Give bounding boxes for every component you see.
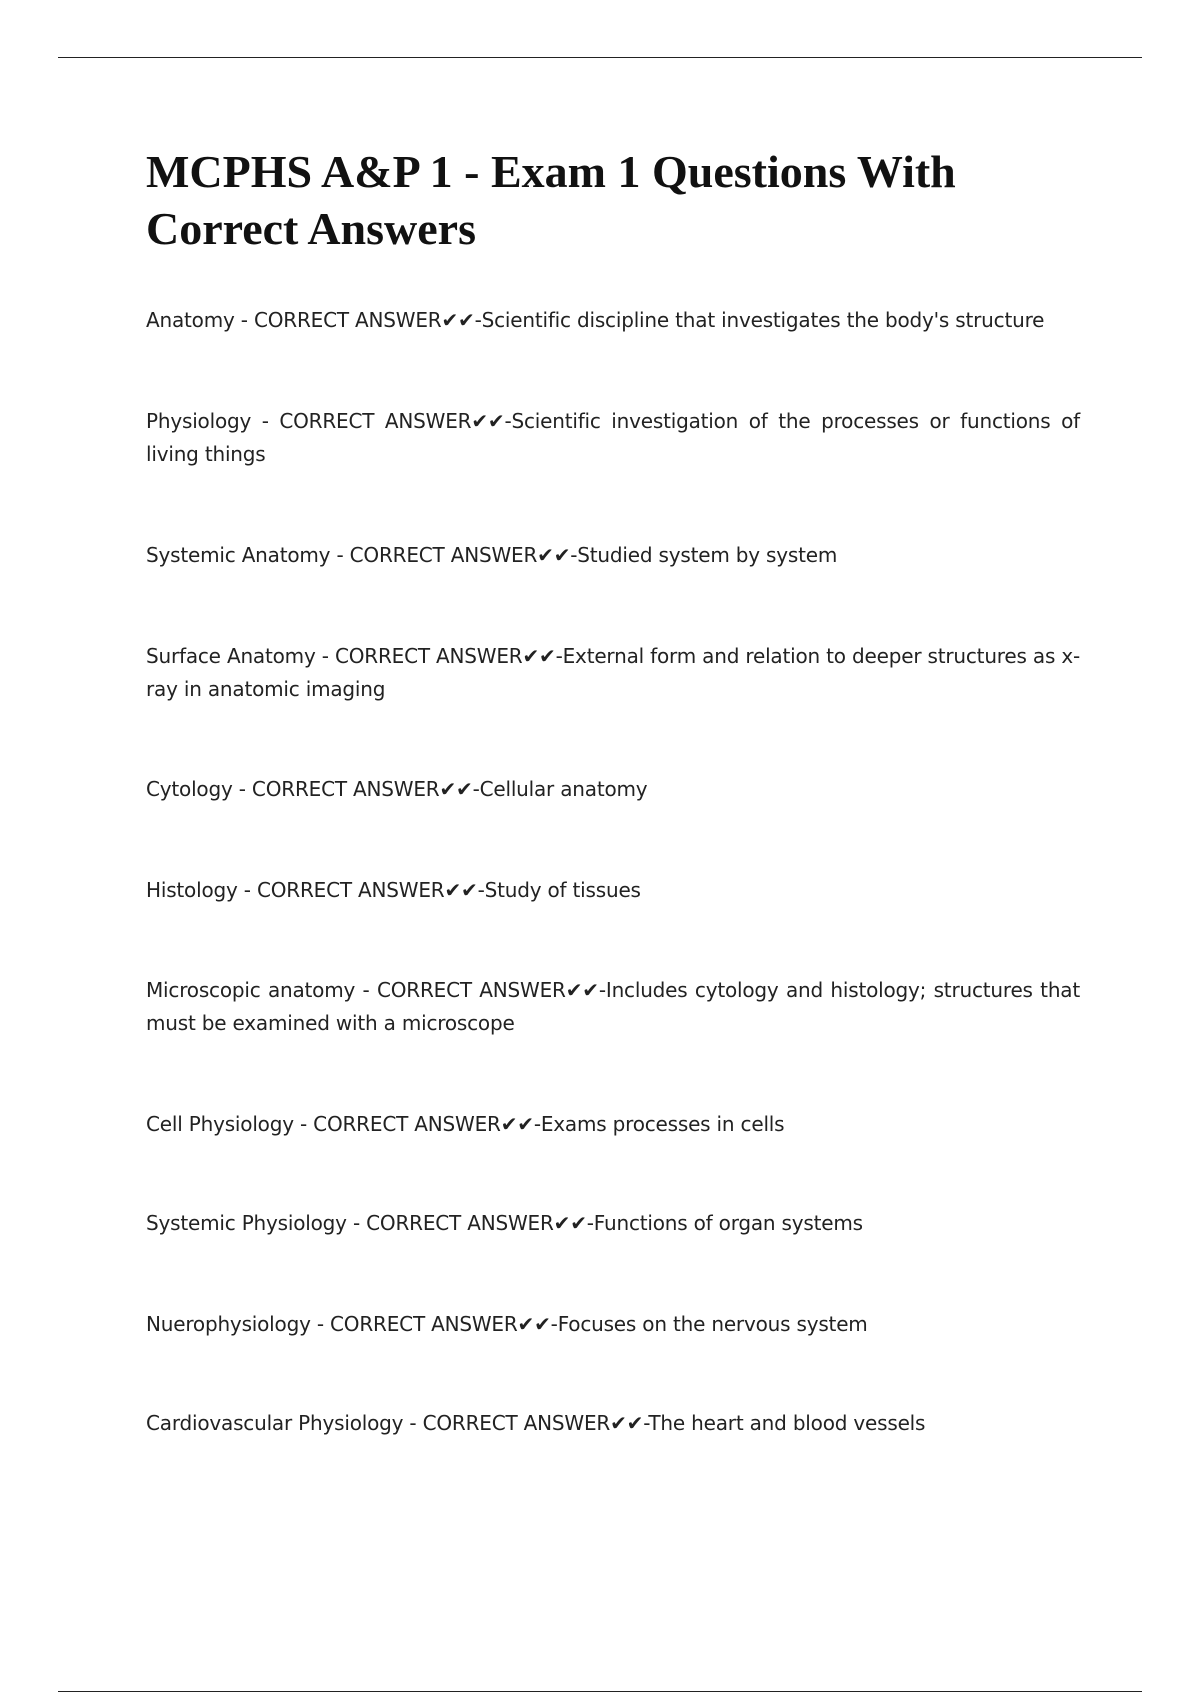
qa-entry-surface-anatomy: Surface Anatomy - CORRECT ANSWER✔✔-External form and relation to deeper structures as x-ray in anatomic imaging <box>146 644 1080 701</box>
qa-entry-cytology: Cytology - CORRECT ANSWER✔✔-Cellular anatomy <box>146 777 648 801</box>
qa-entry-microscopic-anatomy: Microscopic anatomy - CORRECT ANSWER✔✔-Includes cytology and histology; structures that must be examined with a microscope <box>146 978 1080 1035</box>
qa-entry-anatomy: Anatomy - CORRECT ANSWER✔✔-Scientific discipline that investigates the body's structure <box>146 308 1045 332</box>
qa-entry-systemic-physiology: Systemic Physiology - CORRECT ANSWER✔✔-Functions of organ systems <box>146 1211 863 1235</box>
bottom-divider <box>58 1691 1142 1692</box>
qa-entry-nuerophysiology: Nuerophysiology - CORRECT ANSWER✔✔-Focuses on the nervous system <box>146 1312 868 1336</box>
document-title: MCPHS A&P 1 - Exam 1 Questions With Correct Answers <box>146 146 956 254</box>
top-divider <box>58 57 1142 58</box>
qa-entry-histology: Histology - CORRECT ANSWER✔✔-Study of tissues <box>146 878 641 902</box>
qa-entry-physiology: Physiology - CORRECT ANSWER✔✔-Scientific investigation of the processes or functions of living things <box>146 409 1080 466</box>
qa-entry-cell-physiology: Cell Physiology - CORRECT ANSWER✔✔-Exams processes in cells <box>146 1112 785 1136</box>
qa-entry-cardiovascular-physiology: Cardiovascular Physiology - CORRECT ANSWER✔✔-The heart and blood vessels <box>146 1411 926 1435</box>
qa-entry-systemic-anatomy: Systemic Anatomy - CORRECT ANSWER✔✔-Studied system by system <box>146 543 838 567</box>
